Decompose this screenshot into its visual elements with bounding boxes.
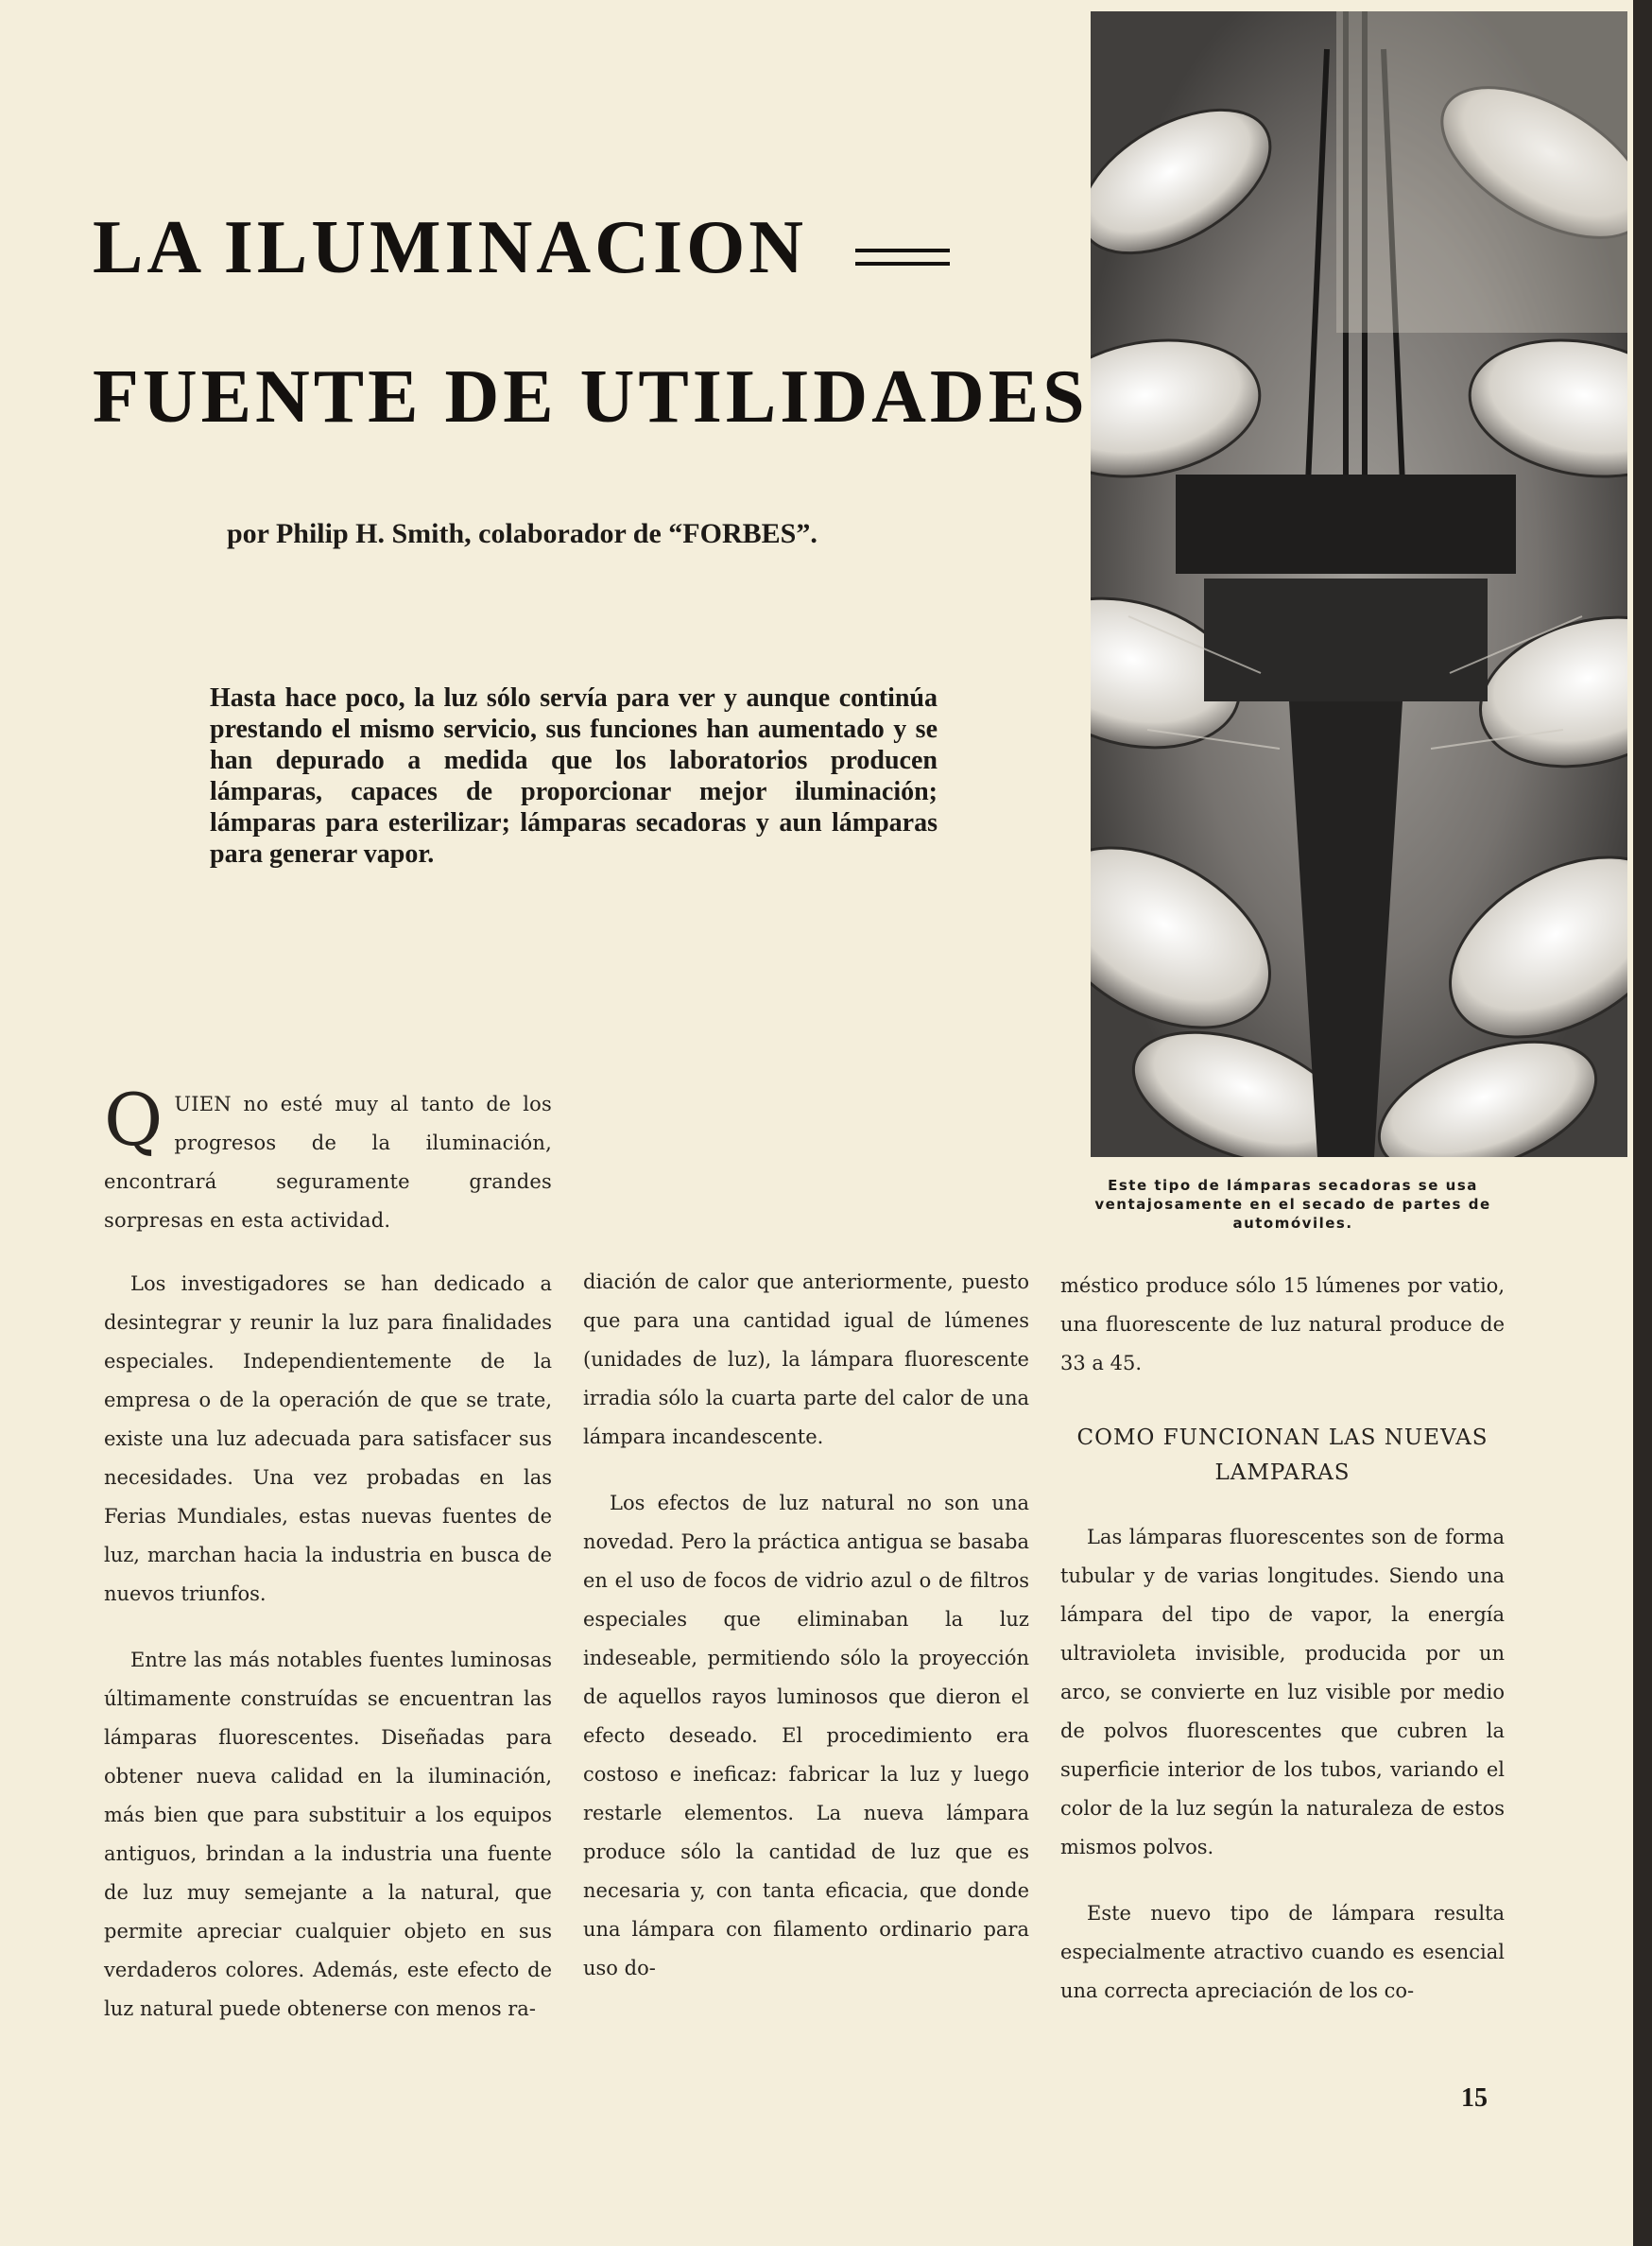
column3-continuation: méstico produce sólo 15 lúmenes por vatio, una fluorescente de luz natural produce de 33 a 45. bbox=[1060, 1274, 1505, 1374]
drop-cap: Q bbox=[104, 1078, 163, 1162]
column3-paragraph: Este nuevo tipo de lámpara resulta especialmente atractivo cuando es esencial una correcta apreciación de los co- bbox=[1060, 1902, 1505, 2002]
title-double-rule bbox=[855, 249, 950, 266]
article-title-line2: FUENTE DE UTILIDADES bbox=[93, 355, 1089, 439]
photo-caption: Este tipo de lámparas secadoras se usa ventajosamente en el secado de partes de automóviles. bbox=[1094, 1177, 1491, 1232]
text-column-2 bbox=[583, 1263, 1029, 1988]
intro-paragraph: Hasta hace poco, la luz sólo servía para ver y aunque continúa prestando el mismo servicio, sus funciones han aumentado y se han depurado a medida que los laboratorios producen lámparas, capaces de proporcionar mejor iluminación; lámparas para esterilizar; lámparas secadoras y aun lámparas para generar vapor. bbox=[210, 683, 938, 869]
page-number: 15 bbox=[1461, 2083, 1488, 2113]
column2-paragraph: Los efectos de luz natural no son una novedad. Pero la práctica antigua se basaba en el uso de focos de vidrio azul o de filtros especiales que eliminaban la luz indeseable, permitiendo sólo la proyección de aquellos rayos luminosos que dieron el efecto deseado. El procedimiento era costoso e ineficaz: fabricar la luz y luego restarle elementos. La nueva lámpara produce sólo la cantidad de luz que es necesaria y, con tanta eficacia, que donde una lámpara con filamento ordinario para uso do- bbox=[583, 1492, 1029, 1979]
section-subheading: COMO FUNCIONAN LAS NUEVAS LAMPARAS bbox=[1076, 1425, 1489, 1485]
archive-stamp bbox=[1336, 11, 1627, 333]
center-housing bbox=[1176, 475, 1516, 574]
byline: por Philip H. Smith, colaborador de “FORBES”. bbox=[227, 518, 817, 549]
article-title-line1: LA ILUMINACION bbox=[93, 206, 808, 289]
drying-lamps-photo bbox=[1091, 11, 1627, 1157]
page-edge bbox=[1633, 0, 1652, 2246]
column3-paragraph: Las lámparas fluorescentes son de forma tubular y de varias longitudes. Siendo una lámpara del tipo de vapor, la energía ultravioleta invisible, producida por un arco, se convierte en luz visible por medio de polvos fluorescentes que cubren la superficie interior de los tubos, variando el color de la luz según la naturaleza de estos mismos polvos. bbox=[1060, 1526, 1505, 1858]
text-column-3 bbox=[1060, 1267, 1505, 2011]
lead-paragraph-block bbox=[104, 1078, 552, 1240]
column1-paragraph: Entre las más notables fuentes luminosas últimamente construídas se encuentran las lámparas fluorescentes. Diseñadas para obtener nueva calidad en la iluminación, más bien que para substituir a los equipos antiguos, brindan a la industria una fuente de luz muy semejante a la natural, que permite apreciar cualquier objeto en sus verdaderos colores. Además, este efecto de luz natural puede obtenerse con menos ra- bbox=[104, 1649, 552, 2020]
column2-paragraph: diación de calor que anteriormente, puesto que para una cantidad igual de lúmenes (unidades de luz), la lámpara fluorescente irradia sólo la cuarta parte del calor de una lámpara incandescente. bbox=[583, 1270, 1029, 1448]
lead-paragraph: UIEN no esté muy al tanto de los progresos de la iluminación, encontrará seguramente grandes sorpresas en esta actividad. bbox=[104, 1093, 552, 1232]
text-column-1 bbox=[104, 1078, 552, 2029]
drying-lamps-illustration bbox=[1091, 11, 1627, 1157]
column1-paragraph: Los investigadores se han dedicado a desintegrar y reunir la luz para finalidades especiales. Independientemente de la empresa o de la operación de que se trate, existe una luz adecuada para satisfacer sus necesidades. Una vez probadas en las Ferias Mundiales, estas nuevas fuentes de luz, marchan hacia la industria en busca de nuevos triunfos. bbox=[104, 1272, 552, 1605]
